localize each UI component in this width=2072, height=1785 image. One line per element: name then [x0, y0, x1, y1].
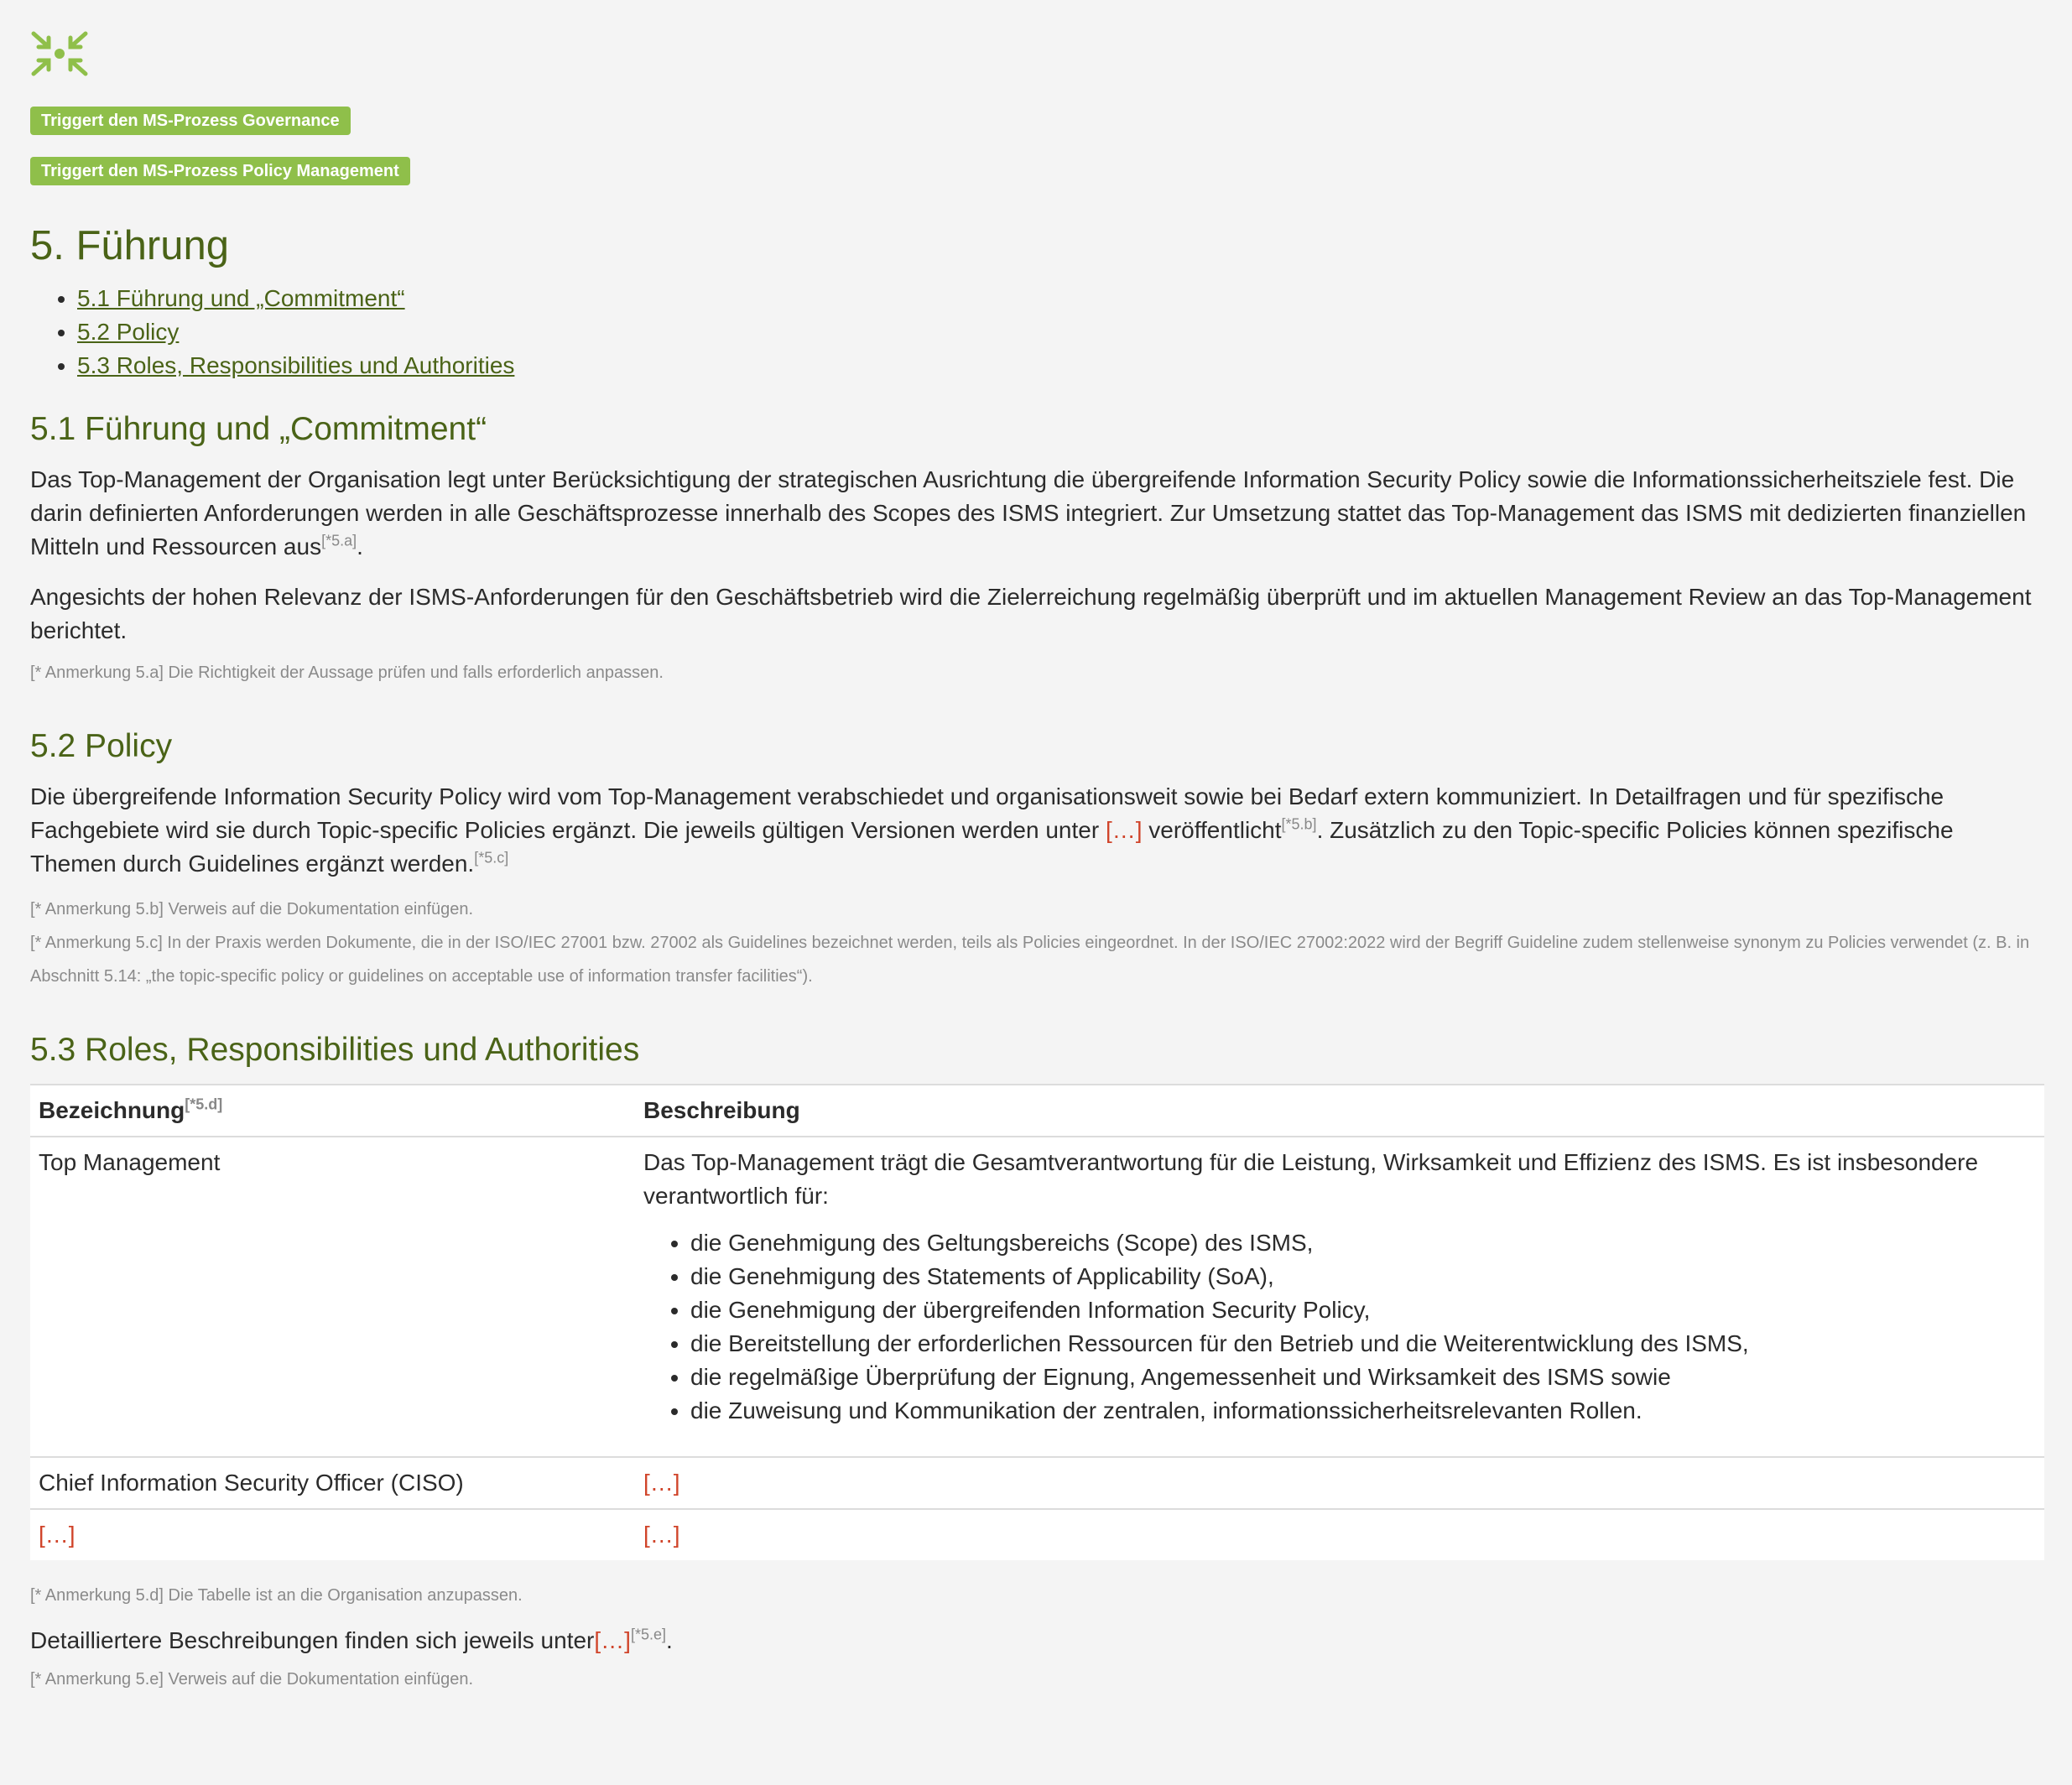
paragraph-end: .: [665, 1627, 673, 1653]
main-content: [30, 210, 2044, 1696]
placeholder-link[interactable]: […]: [1105, 817, 1143, 843]
footnote-ref-5c: [*5.c]: [474, 849, 509, 866]
footnote-ref-5b: [*5.b]: [1281, 815, 1317, 833]
table-row: [30, 1137, 2044, 1457]
table-row: [30, 1509, 2044, 1560]
paragraph: Angesichts der hohen Relevanz der ISMS-Anforderungen für den Geschäftsbetrieb wird die Zielerreichung regelmäßig überprüft und im aktuellen Management Review an das Top-Management berichtet.: [30, 584, 2032, 643]
annotation-note-5a: [* Anmerkung 5.a] Die Richtigkeit der Aussage prüfen und falls erforderlich anpassen.: [30, 664, 664, 682]
annotation-note-5e: [* Anmerkung 5.e] Verweis auf die Dokumentation einfügen.: [30, 1670, 474, 1689]
role-description-placeholder[interactable]: […]: [635, 1509, 2044, 1560]
role-description-placeholder[interactable]: […]: [635, 1457, 2044, 1509]
column-header-label: Bezeichnung: [39, 1097, 185, 1123]
responsibility-list: [643, 1226, 2036, 1428]
toc-link-5-1[interactable]: 5.1 Führung und „Commitment“: [77, 285, 405, 311]
footnote-ref-5e: [*5.e]: [630, 1626, 666, 1643]
section-heading-5-2: 5.2 Policy: [30, 728, 173, 764]
footnote-ref-5a: [*5.a]: [321, 532, 357, 549]
role-name: Chief Information Security Officer (CISO): [30, 1457, 635, 1509]
paragraph-text: Detailliertere Beschreibungen finden sich jeweils unter: [30, 1627, 595, 1653]
role-name: Top Management: [30, 1137, 635, 1457]
list-item: • die Genehmigung des Statements of Applicability (SoA),: [690, 1260, 2036, 1293]
paragraph: [30, 780, 2044, 881]
page-title: 5. Führung: [30, 223, 229, 268]
paragraph: [30, 463, 2044, 564]
toc-item: [77, 315, 2044, 349]
column-header-bezeichnung: [30, 1085, 635, 1137]
process-tag-policy-management: Triggert den MS-Prozess Policy Management: [30, 157, 410, 185]
list-item: • die Genehmigung der übergreifenden Information Security Policy,: [690, 1293, 2036, 1327]
paragraph-text: Die übergreifende Information Security Policy wird vom Top-Management verabschiedet und organisationsweit sowie bei Bedarf extern kommuniziert. In Detailfragen und für spezifische Fachgebiete wird sie durch Topic-specific Policies ergänzt. Die jeweils gültigen Versionen werden unter: [30, 783, 1944, 843]
toc-link-5-3[interactable]: 5.3 Roles, Responsibilities und Authorities: [77, 352, 515, 378]
arrows-converge-icon: [30, 30, 89, 77]
table-header-row: [30, 1085, 2044, 1137]
footnote-ref-5d: [*5.d]: [185, 1095, 223, 1113]
process-tag-governance: Triggert den MS-Prozess Governance: [30, 107, 351, 135]
role-description: [635, 1137, 2044, 1457]
paragraph: [30, 1624, 2044, 1658]
paragraph-text: Das Top-Management der Organisation legt unter Berücksichtigung der strategischen Ausrichtung die übergreifende Information Security Policy sowie die Informationssicherheitsziele fest. Die darin definierten Anforderungen werden in alle Geschäftsprozesse innerhalb des Scopes des ISMS integriert. Zur Umsetzung stattet das Top-Management das ISMS mit dedizierten finanziellen Mitteln und Ressourcen aus: [30, 466, 2027, 559]
list-item: • die Genehmigung des Geltungsbereichs (Scope) des ISMS,: [690, 1226, 2036, 1260]
paragraph-end: .: [357, 533, 363, 559]
role-name-placeholder[interactable]: […]: [30, 1509, 635, 1560]
roles-table: [30, 1084, 2044, 1560]
table-of-contents: [30, 282, 2044, 382]
section-heading-5-3: 5.3 Roles, Responsibilities und Authorities: [30, 1032, 640, 1068]
toc-item: [77, 282, 2044, 315]
list-item: • die Zuweisung und Kommunikation der zentralen, informationssicherheitsrelevanten Rollen.: [690, 1394, 2036, 1428]
paragraph-text: . Zusätzlich zu den Topic-specific Policies können spezifische Themen durch Guidelines ergänzt werden.: [30, 817, 1954, 877]
column-header-beschreibung: Beschreibung: [635, 1085, 2044, 1137]
list-item: • die Bereitstellung der erforderlichen Ressourcen für den Betrieb und die Weiterentwicklung des ISMS,: [690, 1327, 2036, 1361]
paragraph-text: veröffentlicht: [1142, 817, 1282, 843]
toc-link-5-2[interactable]: 5.2 Policy: [77, 319, 180, 345]
role-description-text: Das Top-Management trägt die Gesamtverantwortung für die Leistung, Wirksamkeit und Effizienz des ISMS. Es ist insbesondere verantwortlich für:: [643, 1149, 1979, 1209]
annotation-note-5c: [* Anmerkung 5.c] In der Praxis werden Dokumente, die in der ISO/IEC 27001 bzw. 27002 als Guidelines bezeichnet werden, teils als Policies eingeordnet. In der ISO/IEC 27002:2022 wird der Begriff Guideline zudem stellenweise synonym zu Policies verwendet (z. B. in Abschnitt 5.14: „the topic-specific policy or guidelines on acceptable use of information transfer facilities“).: [30, 934, 2030, 986]
annotation-note-5b: [* Anmerkung 5.b] Verweis auf die Dokumentation einfügen.: [30, 900, 474, 919]
section-heading-5-1: 5.1 Führung und „Commitment“: [30, 411, 487, 447]
annotation-note-5d: [* Anmerkung 5.d] Die Tabelle ist an die Organisation anzupassen.: [30, 1586, 523, 1605]
placeholder-link[interactable]: […]: [594, 1627, 631, 1653]
toc-item: [77, 349, 2044, 382]
list-item: • die regelmäßige Überprüfung der Eignung, Angemessenheit und Wirksamkeit des ISMS sowie: [690, 1361, 2036, 1394]
table-row: [30, 1457, 2044, 1509]
